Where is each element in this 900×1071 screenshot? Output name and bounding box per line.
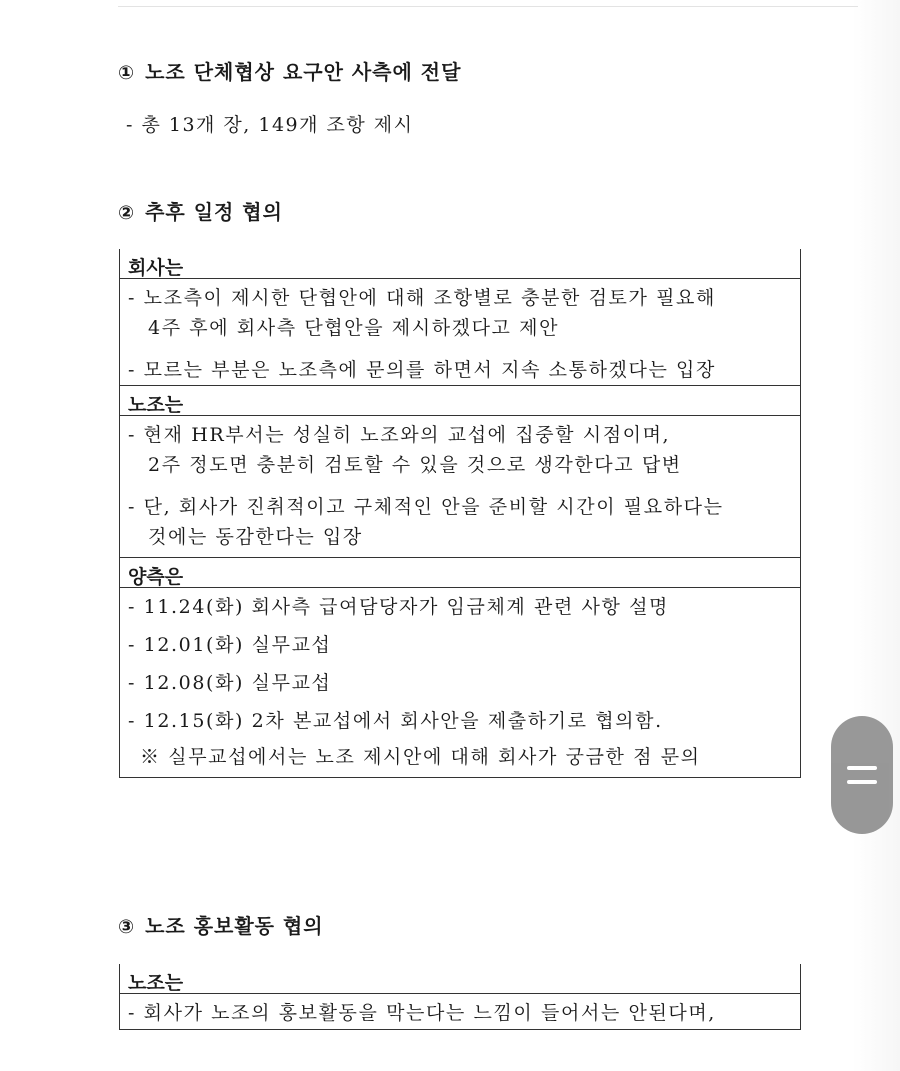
list-item: - 노조측이 제시한 단협안에 대해 조항별로 충분한 검토가 필요해 <box>128 287 716 309</box>
section-3-title: 노조 홍보활동 협의 <box>145 914 324 938</box>
list-item-continued: 2주 정도면 충분히 검토할 수 있을 것으로 생각한다고 답변 <box>148 454 682 476</box>
list-item: - 단, 회사가 진취적이고 구체적인 안을 준비할 시간이 필요하다는 <box>128 496 724 518</box>
table-header-both: 양측은 <box>120 558 800 588</box>
table-body-company <box>120 279 800 386</box>
section-3-number: ③ <box>118 916 136 938</box>
table-body-both <box>120 588 800 778</box>
section-1-title: 노조 단체협상 요구안 사측에 전달 <box>145 60 462 84</box>
section-2-heading <box>118 196 283 225</box>
section-2-title: 추후 일정 협의 <box>145 200 283 224</box>
table-header-company: 회사는 <box>120 249 800 279</box>
schedule-table <box>119 249 801 778</box>
section-1-heading <box>118 56 461 85</box>
table-body-union <box>120 994 800 1030</box>
list-item: - 11.24(화) 회사측 급여담당자가 임금체계 관련 사항 설명 <box>128 596 669 618</box>
list-item: - 모르는 부분은 노조측에 문의를 하면서 지속 소통하겠다는 입장 <box>128 359 716 381</box>
list-item: - 현재 HR부서는 성실히 노조와의 교섭에 집중할 시점이며, <box>128 424 671 446</box>
page-edge-shadow <box>852 0 900 1071</box>
list-item: - 12.08(화) 실무교섭 <box>128 672 332 694</box>
section-3-heading <box>118 910 324 939</box>
list-item: - 12.01(화) 실무교섭 <box>128 634 332 656</box>
section-1-line: - 총 13개 장, 149개 조항 제시 <box>126 114 414 136</box>
table-header-union: 노조는 <box>120 386 800 416</box>
scroll-handle[interactable] <box>831 716 893 834</box>
top-rule <box>118 6 858 7</box>
list-item-continued: 것에는 동감한다는 입장 <box>148 526 363 548</box>
table-header-union: 노조는 <box>120 964 800 994</box>
section-1-number: ① <box>118 62 136 84</box>
table-body-union <box>120 416 800 558</box>
table-note: ※ 실무교섭에서는 노조 제시안에 대해 회사가 궁금한 점 문의 <box>140 746 701 768</box>
list-item: - 회사가 노조의 홍보활동을 막는다는 느낌이 들어서는 안된다며, <box>128 1002 716 1024</box>
promotion-table <box>119 964 801 1030</box>
list-item: - 12.15(화) 2차 본교섭에서 회사안을 제출하기로 협의함. <box>128 710 663 732</box>
list-item-continued: 4주 후에 회사측 단협안을 제시하겠다고 제안 <box>148 317 560 339</box>
section-2-number: ② <box>118 202 136 224</box>
